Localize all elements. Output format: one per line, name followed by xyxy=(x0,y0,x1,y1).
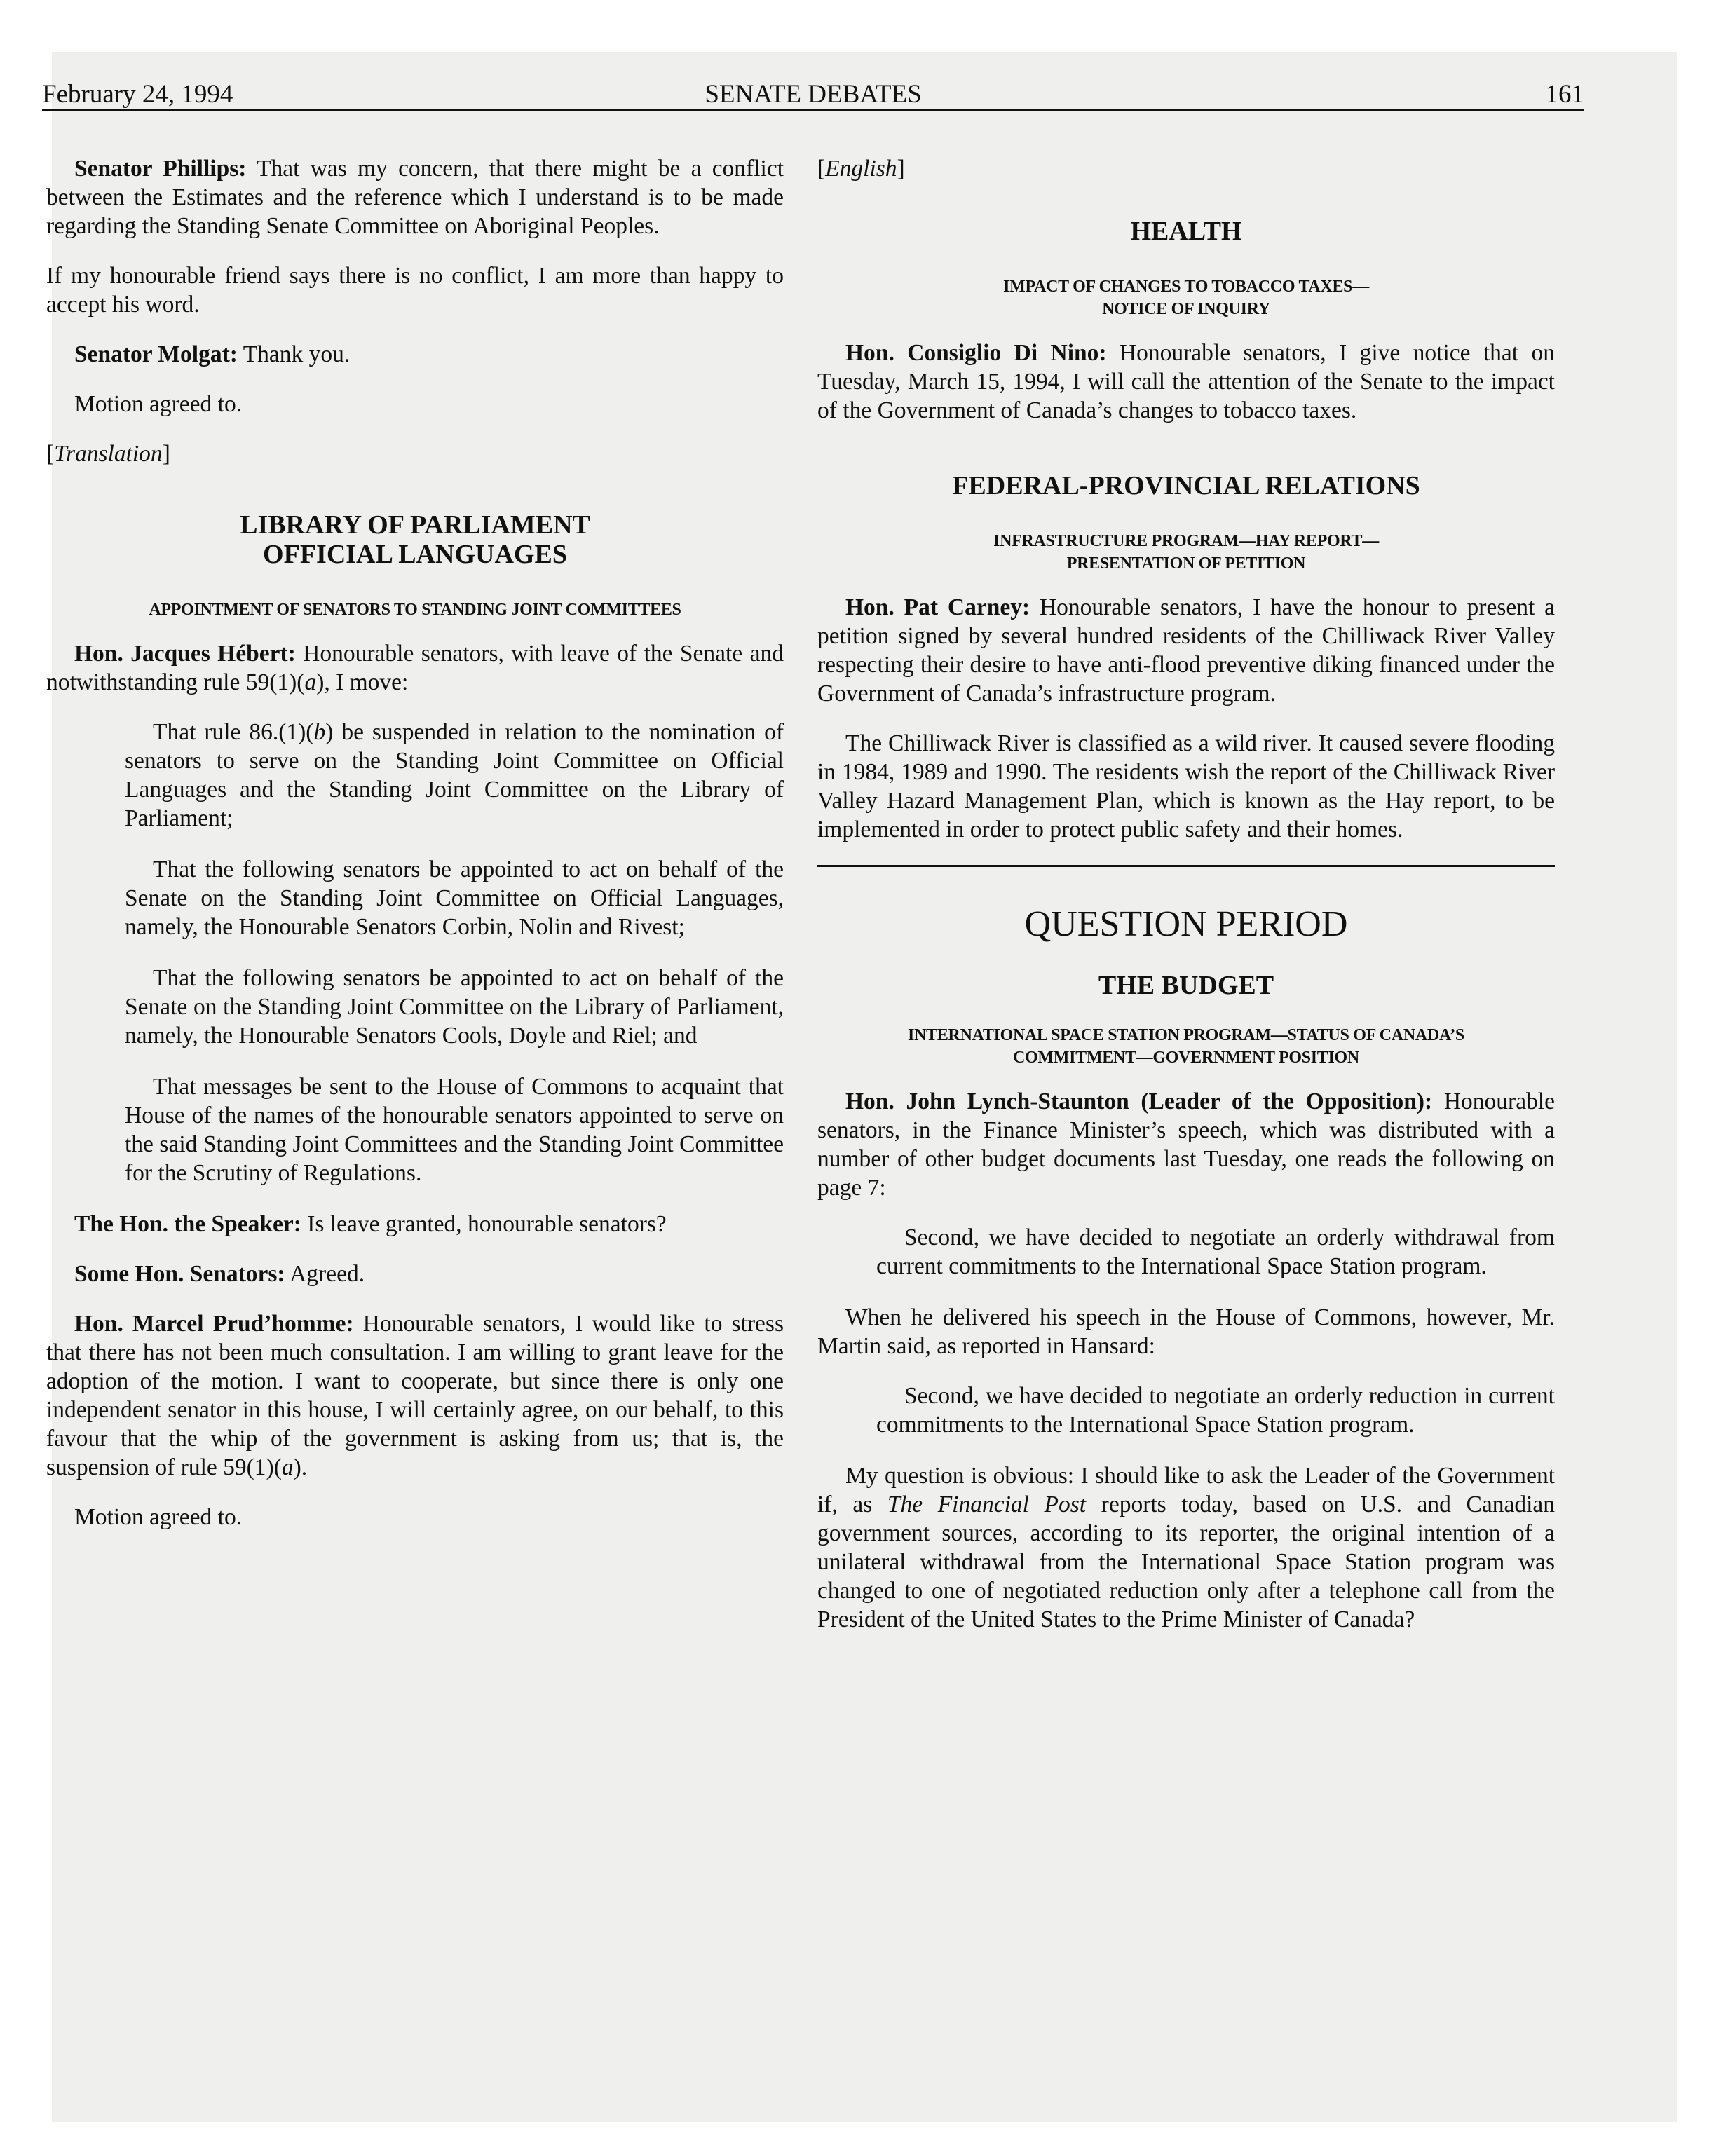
header-date: February 24, 1994 xyxy=(42,80,233,109)
header-page-number: 161 xyxy=(1545,80,1584,109)
header-rule xyxy=(42,109,1584,111)
question-text-italic: The Financial Post xyxy=(887,1492,1087,1517)
prudhomme-paragraph xyxy=(46,1309,784,1482)
budget-quote-2: Second, we have decided to negotiate an orderly reduction in current commitments to the International Space Station program. xyxy=(876,1383,1555,1438)
senators-agreed xyxy=(46,1260,784,1288)
english-tag: [ English ] xyxy=(817,154,1555,183)
fpr-heading: FEDERAL-PROVINCIAL RELATIONS xyxy=(952,471,1420,500)
budget-subheading xyxy=(817,1024,1555,1069)
health-subheading-line1: IMPACT OF CHANGES TO TOBACCO TAXES— xyxy=(1003,278,1369,296)
phillips-text: That was my concern, that there might be a conflict between the Estimates and the reference which I understand is to be made regarding the Standing Senate Committee on Aboriginal Peoples. xyxy=(46,156,784,239)
lynch-paragraph xyxy=(817,1087,1555,1202)
molgat-paragraph xyxy=(46,340,784,369)
fpr-subheading-line1: INFRASTRUCTURE PROGRAM—HAY REPORT— xyxy=(993,532,1379,550)
question-text-c: reports today, based on U.S. and Canadian government sources, according to its reporter, the original intention of a unilateral withdrawal from the International Space Station program was changed to one of negotiated reduction only after a telephone call from the President of the United States to the Prime Minister of Canada? xyxy=(817,1492,1555,1632)
question-period-heading: QUESTION PERIOD xyxy=(1024,904,1348,944)
prudhomme-text-italic: a xyxy=(281,1454,294,1480)
appointment-subheading: APPOINTMENT OF SENATORS TO STANDING JOINT COMMITTEES xyxy=(149,601,681,619)
speaker-question-text: Is leave granted, honourable senators? xyxy=(307,1211,667,1237)
dinino-paragraph xyxy=(817,339,1555,425)
dinino-text: Honourable senators, I give notice that on Tuesday, March 15, 1994, I will call the attention of the Senate to the impact of the Government of Canada’s changes to tobacco taxes. xyxy=(817,340,1555,423)
hansard-paragraph: When he delivered his speech in the House of Commons, however, Mr. Martin said, as reported in Hansard: xyxy=(817,1304,1555,1359)
budget-subheading-line2: COMMITMENT—GOVERNMENT POSITION xyxy=(1013,1049,1359,1067)
prudhomme-text: Honourable senators, I would like to stress that there has not been much consultation. I am willing to grant leave for the adoption of the motion. I want to cooperate, but since there is only one independent senator in this house, I will certainly agree, on our behalf, to this favour that the whip of the government is asking from us; that is, the suspension of rule 59(1)( xyxy=(46,1311,784,1480)
motion-agreed-2: Motion agreed to. xyxy=(74,1504,243,1530)
budget-subheading-line1: INTERNATIONAL SPACE STATION PROGRAM—STATUS OF CANADA’S xyxy=(908,1026,1464,1044)
fpr-subheading xyxy=(817,530,1555,575)
phillips-paragraph xyxy=(46,154,784,240)
budget-heading: THE BUDGET xyxy=(1098,971,1274,1000)
motion-quote-4: That messages be sent to the House of Commons to acquaint that House of the names of the honourable senators appointed to serve on the said Standing Joint Committees and the Standing Joint Committee for the Scrutiny of Regulations. xyxy=(125,1074,784,1186)
library-heading-line1: LIBRARY OF PARLIAMENT xyxy=(240,510,590,540)
motion-quote-1 xyxy=(46,718,784,833)
quote1-italic: b xyxy=(313,719,326,745)
motion-quote-3: That the following senators be appointed to act on behalf of the Senate on the Standing Joint Committee on the Library of Parliament, namely, the Honourable Senators Cools, Doyle and Riel; and xyxy=(125,965,784,1049)
budget-quote-1: Second, we have decided to negotiate an orderly withdrawal from current commitments to the International Space Station program. xyxy=(876,1224,1555,1279)
speaker-phillips: Senator Phillips: xyxy=(74,156,247,182)
prudhomme-text-end: ). xyxy=(293,1454,308,1480)
speaker-hebert: Hon. Jacques Hébert: xyxy=(74,641,296,667)
health-heading: HEALTH xyxy=(1130,217,1242,246)
senators-agreed-text: Agreed. xyxy=(290,1261,365,1287)
speaker-lynch-staunton: Hon. John Lynch-Staunton (Leader of the Opposition): xyxy=(845,1089,1433,1114)
quote1-c: ) be suspended in relation to the nomination of senators to serve on the Standing Joint Committee on Official Languages and the Standing Joint Committee on the Library of Parliament; xyxy=(125,719,784,831)
hebert-text-end: ), I move: xyxy=(316,669,409,695)
hebert-text: Honourable senators, with leave of the Senate and notwithstanding rule 59(1)( xyxy=(46,641,784,695)
speaker-carney: Hon. Pat Carney: xyxy=(845,594,1030,620)
library-heading xyxy=(46,510,784,569)
speaker-dinino: Hon. Consiglio Di Nino: xyxy=(845,340,1107,366)
health-subheading-line2: NOTICE OF INQUIRY xyxy=(1102,300,1270,318)
speaker-hon-speaker: The Hon. the Speaker: xyxy=(74,1211,301,1237)
translation-tag: [ Translation ] xyxy=(46,439,784,468)
section-rule xyxy=(817,865,1555,867)
left-column xyxy=(46,154,784,1553)
motion-agreed-1: Motion agreed to. xyxy=(74,391,243,417)
speaker-prudhomme: Hon. Marcel Prud’homme: xyxy=(74,1311,354,1337)
question-text-a: My question is obvious: I should like to ask the Leader of the Government if, as xyxy=(817,1463,1555,1517)
lynch-text: Honourable senators, in the Finance Minister’s speech, which was distributed with a number of other budget documents last Tuesday, one reads the following on page 7: xyxy=(817,1089,1555,1201)
motion-quote-2: That the following senators be appointed to act on behalf of the Senate on the Standing Joint Committee on Official Languages, namely, the Honourable Senators Corbin, Nolin and Rivest; xyxy=(125,857,784,940)
quote1-a: That rule 86.(1)( xyxy=(153,719,314,745)
speaker-molgat: Senator Molgat: xyxy=(74,341,238,367)
library-heading-line2: OFFICIAL LANGUAGES xyxy=(263,540,567,569)
health-subheading xyxy=(817,275,1555,320)
hebert-paragraph xyxy=(46,639,784,697)
speaker-some-senators: Some Hon. Senators: xyxy=(74,1261,285,1287)
right-column xyxy=(817,154,1555,1655)
hebert-text-italic: a xyxy=(304,669,317,695)
carney-paragraph xyxy=(817,593,1555,708)
header-title: SENATE DEBATES xyxy=(705,80,922,109)
spacer xyxy=(817,446,1555,471)
speaker-question xyxy=(46,1210,784,1239)
carney-text: Honourable senators, I have the honour to present a petition signed by several hundred residents of the Chilliwack River Valley respecting their desire to have anti-flood preventive diking financed under the Government of Canada’s infrastructure program. xyxy=(817,594,1556,707)
question-paragraph xyxy=(817,1461,1555,1634)
conflict-paragraph: If my honourable friend says there is no conflict, I am more than happy to accept his word. xyxy=(46,263,784,318)
molgat-text: Thank you. xyxy=(243,341,351,367)
fpr-subheading-line2: PRESENTATION OF PETITION xyxy=(1066,554,1306,573)
chilliwack-paragraph: The Chilliwack River is classified as a wild river. It caused severe flooding in 1984, 1989 and 1990. The residents wish the report of the Chilliwack River Valley Hazard Management Plan, which is known as the Hay report, to be implemented in order to protect public safety and their homes. xyxy=(817,730,1555,842)
